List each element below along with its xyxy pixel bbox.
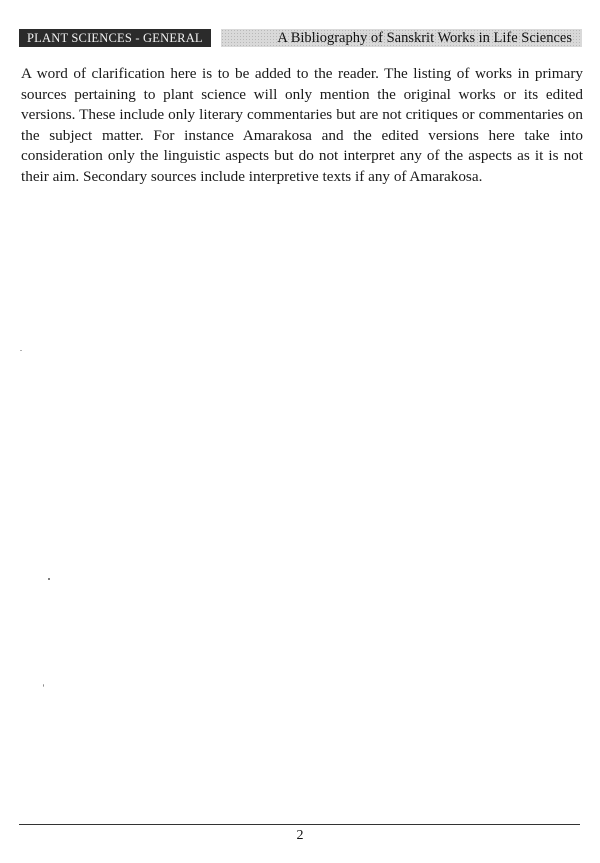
- section-tag: PLANT SCIENCES - GENERAL: [19, 29, 211, 47]
- scan-speck: [20, 350, 22, 351]
- running-header: [19, 29, 582, 47]
- body-paragraph: A word of clarification here is to be added to the reader. The listing of works in primary sources pertaining to plant science will only mention the original works or its edited versions. These include only literary commentaries but are not critiques or commentaries on the subject matter. For instance Amarakosa and the edited versions here take into consideration only the linguistic aspects but do not interpret any of the aspects as it is not their aim. Secondary sources include interpretive texts if any of Amarakosa.: [21, 65, 583, 185]
- scan-speck: [43, 684, 44, 687]
- book-title: A Bibliography of Sanskrit Works in Life Sciences: [277, 29, 572, 46]
- page-number: 2: [296, 828, 304, 843]
- footer-rule: [19, 824, 580, 825]
- scan-speck: [48, 578, 50, 580]
- book-title-bar: [221, 29, 582, 47]
